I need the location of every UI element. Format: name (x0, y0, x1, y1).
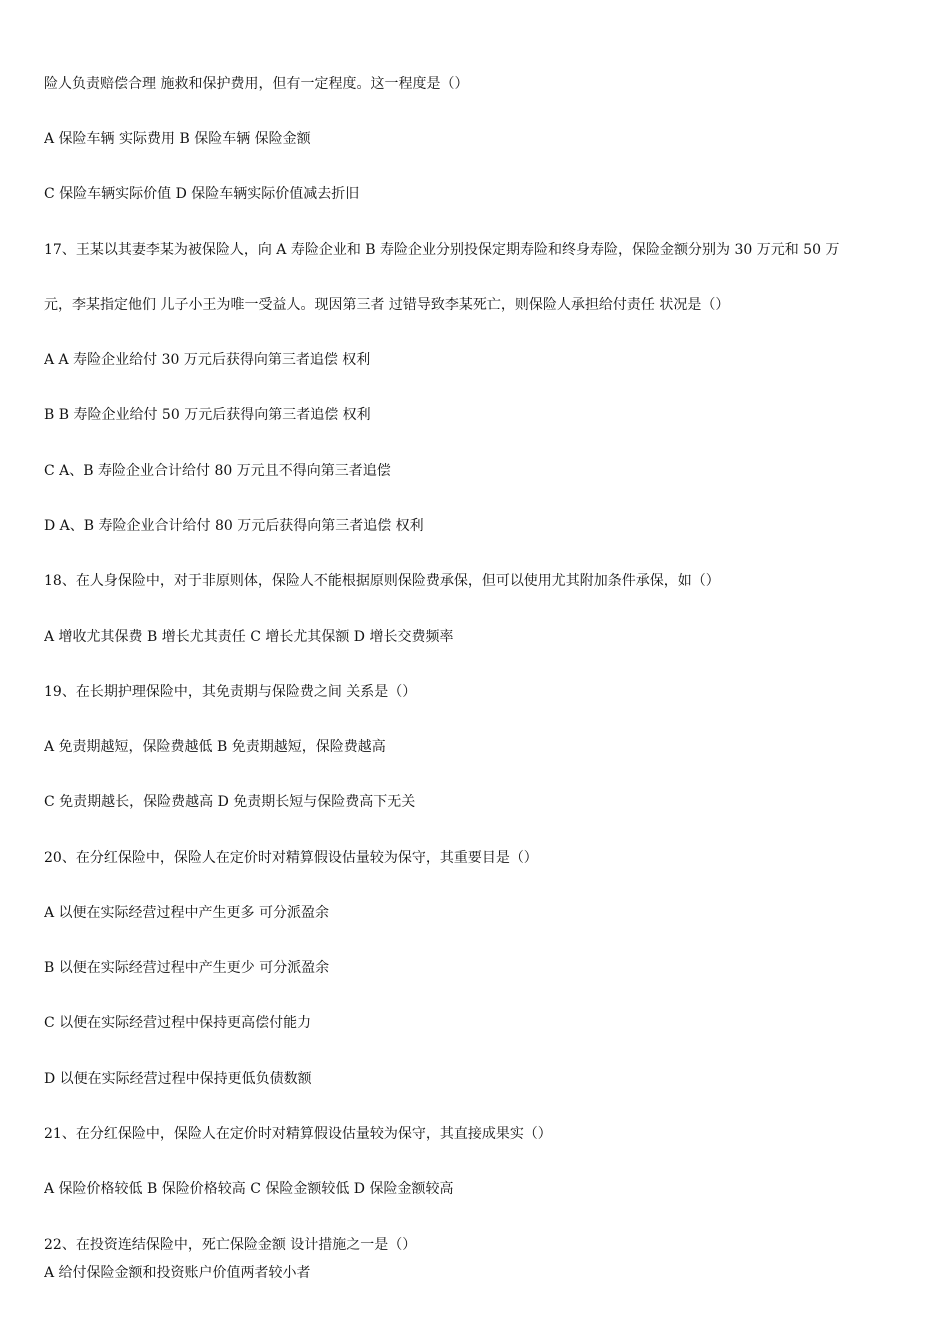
question-19: 19、在长期护理保险中，其免责期与保险费之间 关系是（） (44, 684, 417, 700)
answer-option-line: A 保险车辆 实际费用 B 保险车辆 保险金额 (44, 131, 311, 147)
answer-option-line: C 保险车辆实际价值 D 保险车辆实际价值减去折旧 (44, 186, 360, 202)
question-20: 20、在分红保险中，保险人在定价时对精算假设估量较为保守，其重要目是（） (44, 850, 538, 866)
answer-option-line: C A、B 寿险企业合计给付 80 万元且不得向第三者追偿 (44, 463, 391, 479)
question-17: 17、王某以其妻李某为被保险人，向 A 寿险企业和 B 寿险企业分别投保定期寿险和终身寿险，保险金额分别为 30 万元和 50 万 (44, 242, 840, 258)
answer-option-line: C 免责期越长，保险费越高 D 免责期长短与保险费高下无关 (44, 794, 416, 810)
answer-option-line: D 以便在实际经营过程中保持更低负债数额 (44, 1071, 312, 1087)
answer-option-line: B 以便在实际经营过程中产生更少 可分派盈余 (44, 960, 330, 976)
question-22: 22、在投资连结保险中，死亡保险金额 设计措施之一是（） (44, 1237, 417, 1253)
question-21: 21、在分红保险中，保险人在定价时对精算假设估量较为保守，其直接成果实（） (44, 1126, 552, 1142)
question-17-continued: 元，李某指定他们 儿子小王为唯一受益人。现因第三者 过错导致李某死亡，则保险人承担给付责任 状况是（） (44, 297, 730, 313)
answer-option-line: A 免责期越短，保险费越低 B 免责期越短，保险费越高 (44, 739, 386, 755)
answer-option-line: A 以便在实际经营过程中产生更多 可分派盈余 (44, 905, 330, 921)
answer-option-line: A A 寿险企业给付 30 万元后获得向第三者追偿 权利 (44, 352, 371, 368)
answer-option-line: A 给付保险金额和投资账户价值两者较小者 (44, 1265, 311, 1281)
answer-option-line: A 增收尤其保费 B 增长尤其责任 C 增长尤其保额 D 增长交费频率 (44, 629, 454, 645)
answer-option-line: D A、B 寿险企业合计给付 80 万元后获得向第三者追偿 权利 (44, 518, 424, 534)
text-line: 险人负责赔偿合理 施救和保护费用，但有一定程度。这一程度是（） (44, 76, 469, 92)
answer-option-line: B B 寿险企业给付 50 万元后获得向第三者追偿 权利 (44, 407, 371, 423)
answer-option-line: C 以便在实际经营过程中保持更高偿付能力 (44, 1015, 312, 1031)
answer-option-line: A 保险价格较低 B 保险价格较高 C 保险金额较低 D 保险金额较高 (44, 1181, 454, 1197)
question-18: 18、在人身保险中，对于非原则体，保险人不能根据原则保险费承保，但可以使用尤其附加条件承保，如（） (44, 573, 720, 589)
